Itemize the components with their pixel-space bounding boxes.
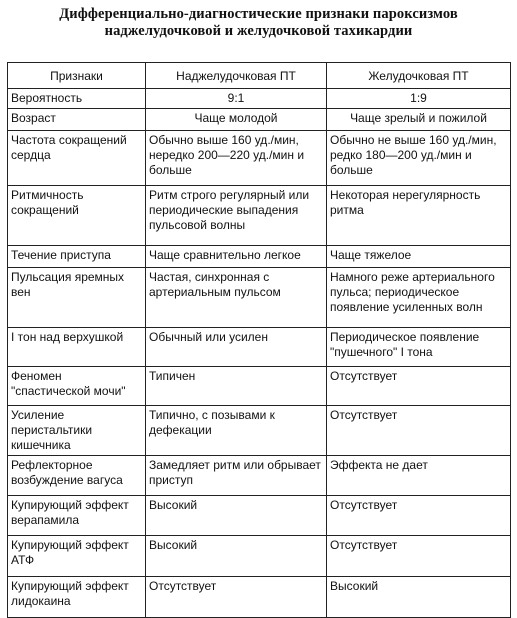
supraventricular-cell: Высокий bbox=[146, 496, 327, 536]
ventricular-cell: Периодическое появление "пушечного" I тона bbox=[327, 328, 511, 367]
ventricular-cell: 1:9 bbox=[327, 89, 511, 109]
ventricular-cell: Чаще зрелый и пожилой bbox=[327, 109, 511, 131]
ventricular-cell: Отсутствует bbox=[327, 536, 511, 577]
header-supraventricular: Наджелудочковая ПТ bbox=[146, 63, 327, 89]
supraventricular-cell: Отсутствует bbox=[146, 577, 327, 618]
row-label: Вероятность bbox=[8, 89, 146, 109]
row-label: Феномен "спастической мочи" bbox=[8, 367, 146, 406]
table-row bbox=[8, 186, 511, 246]
row-label: Частота сокращений сердца bbox=[8, 131, 146, 186]
supraventricular-cell: Ритм строго регулярный или периодические выпадения пульсовой волны bbox=[146, 186, 327, 246]
table-row bbox=[8, 406, 511, 456]
table-row bbox=[8, 268, 511, 328]
ventricular-cell: Чаще тяжелое bbox=[327, 246, 511, 268]
table-row bbox=[8, 367, 511, 406]
row-label: Возраст bbox=[8, 109, 146, 131]
supraventricular-cell: Замедляет ритм или обрывает приступ bbox=[146, 456, 327, 496]
table-row bbox=[8, 246, 511, 268]
diagnostic-table bbox=[7, 62, 511, 618]
ventricular-cell: Эффекта не дает bbox=[327, 456, 511, 496]
header-signs: Признаки bbox=[8, 63, 146, 89]
table-row bbox=[8, 577, 511, 618]
document-title bbox=[8, 6, 509, 40]
ventricular-cell: Отсутствует bbox=[327, 496, 511, 536]
table-row bbox=[8, 328, 511, 367]
table-row bbox=[8, 109, 511, 131]
table-row bbox=[8, 456, 511, 496]
table-row bbox=[8, 536, 511, 577]
supraventricular-cell: Обычно выше 160 уд./мин, нередко 200—220 уд./мин и больше bbox=[146, 131, 327, 186]
supraventricular-cell: Чаще молодой bbox=[146, 109, 327, 131]
row-label: Купирующий эффект АТФ bbox=[8, 536, 146, 577]
row-label: Купирующий эффект верапамила bbox=[8, 496, 146, 536]
table-row bbox=[8, 131, 511, 186]
row-label: Рефлекторное возбуждение вагуса bbox=[8, 456, 146, 496]
supraventricular-cell: Типичен bbox=[146, 367, 327, 406]
table-row bbox=[8, 89, 511, 109]
title-line-1: Дифференциально-диагностические признаки пароксизмов bbox=[59, 6, 458, 22]
title-line-2: наджелудочковой и желудочковой тахикардии bbox=[104, 23, 413, 39]
supraventricular-cell: Частая, синхронная с артериальным пульсом bbox=[146, 268, 327, 328]
supraventricular-cell: 9:1 bbox=[146, 89, 327, 109]
ventricular-cell: Отсутствует bbox=[327, 406, 511, 456]
row-label: Пульсация яремных вен bbox=[8, 268, 146, 328]
table-header-row bbox=[8, 63, 511, 89]
ventricular-cell: Отсутствует bbox=[327, 367, 511, 406]
supraventricular-cell: Чаще сравнительно легкое bbox=[146, 246, 327, 268]
header-ventricular: Желудочковая ПТ bbox=[327, 63, 511, 89]
row-label: Усиление перистальтики кишечника bbox=[8, 406, 146, 456]
table-row bbox=[8, 496, 511, 536]
supraventricular-cell: Обычный или усилен bbox=[146, 328, 327, 367]
ventricular-cell: Некоторая нерегулярность ритма bbox=[327, 186, 511, 246]
ventricular-cell: Обычно не выше 160 уд./мин, редко 180—200 уд./мин и больше bbox=[327, 131, 511, 186]
row-label: Купирующий эффект лидокаина bbox=[8, 577, 146, 618]
supraventricular-cell: Типично, с позывами к дефекации bbox=[146, 406, 327, 456]
supraventricular-cell: Высокий bbox=[146, 536, 327, 577]
row-label: Течение приступа bbox=[8, 246, 146, 268]
ventricular-cell: Высокий bbox=[327, 577, 511, 618]
row-label: Ритмичность сокращений bbox=[8, 186, 146, 246]
row-label: I тон над верхушкой bbox=[8, 328, 146, 367]
ventricular-cell: Намного реже артериального пульса; периодическое появление усиленных волн bbox=[327, 268, 511, 328]
